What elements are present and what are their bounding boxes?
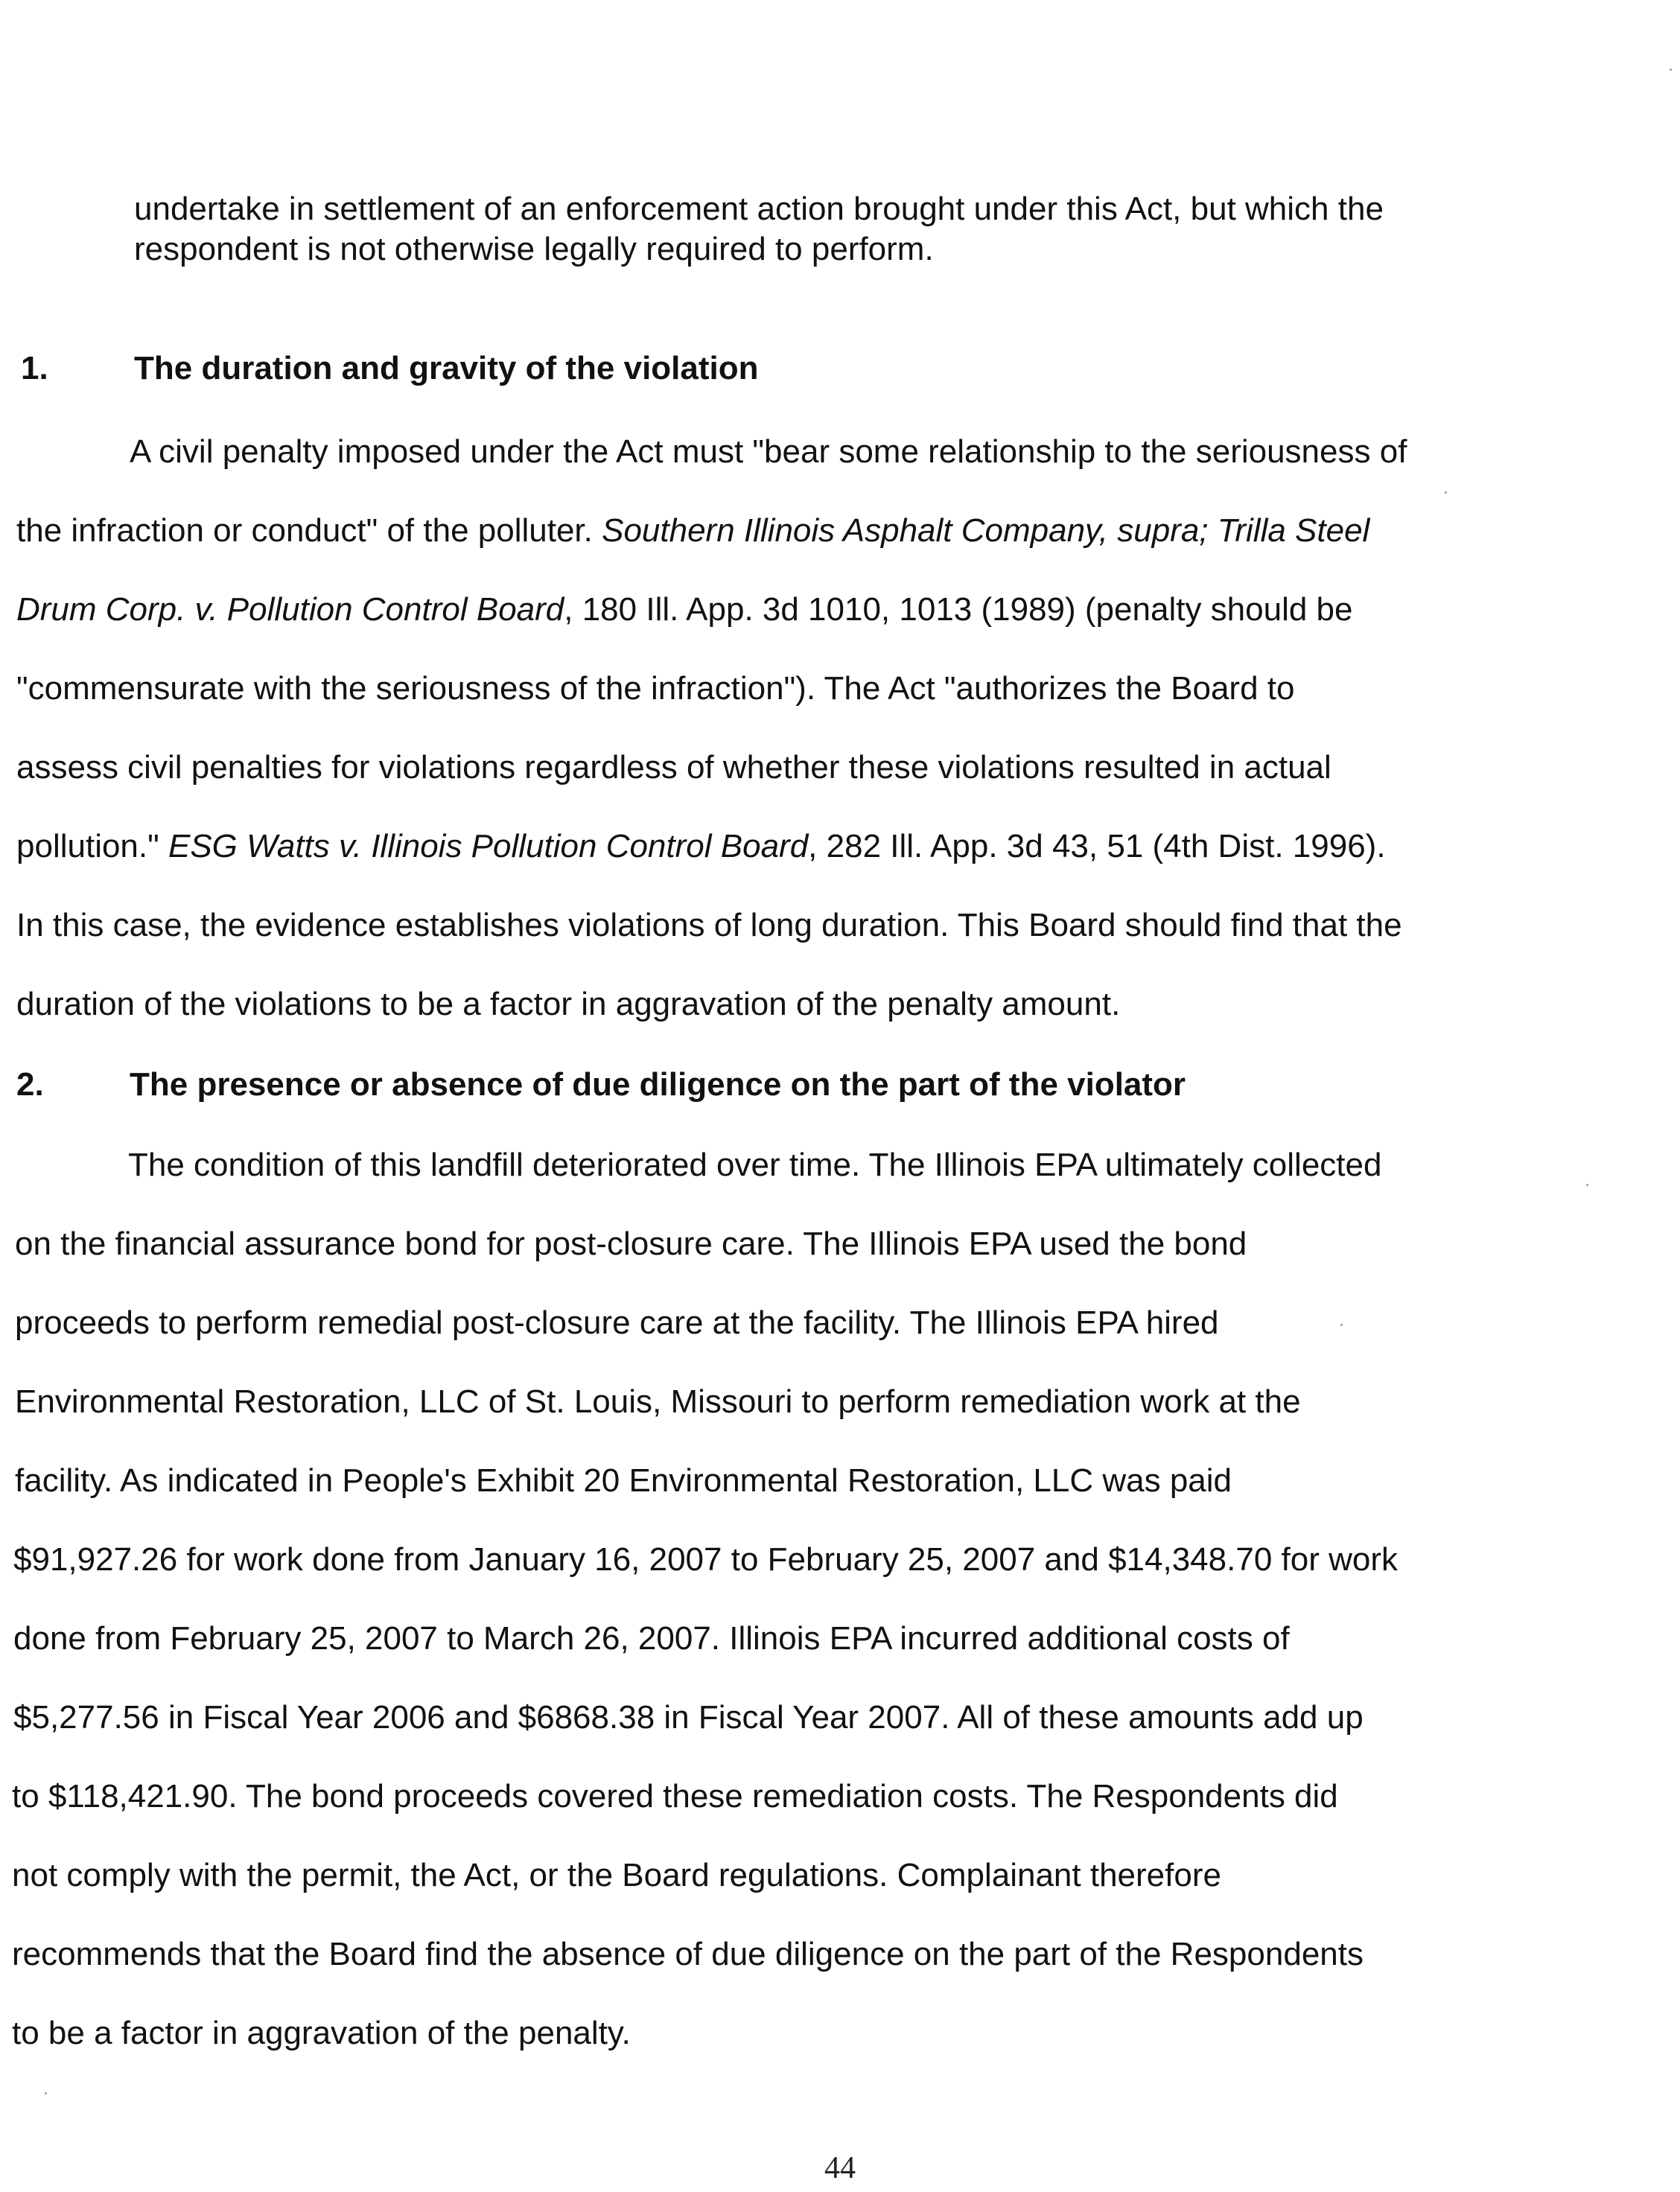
paragraph-line: $91,927.26 for work done from January 16, 2007 to February 25, 2007 and $14,348.70 for work [13, 1541, 1398, 1578]
paragraph-line: assess civil penalties for violations regardless of whether these violations resulted in actual [16, 749, 1331, 786]
text-run: the infraction or conduct" of the polluter. [16, 512, 602, 549]
paragraph-line: recommends that the Board find the absence of due diligence on the part of the Respondents [12, 1936, 1364, 1972]
scan-speck [45, 2092, 47, 2094]
paragraph-line: Environmental Restoration, LLC of St. Louis, Missouri to perform remediation work at the [15, 1383, 1301, 1420]
paragraph-line: duration of the violations to be a factor in aggravation of the penalty amount. [16, 986, 1121, 1022]
section-title: The presence or absence of due diligence on the part of the violator [130, 1066, 1186, 1103]
text-run: , 180 Ill. App. 3d 1010, 1013 (1989) (penalty should be [564, 591, 1353, 628]
paragraph-line [16, 591, 1353, 628]
scan-speck [1586, 1184, 1588, 1186]
paragraph-line: In this case, the evidence establishes violations of long duration. This Board should find that the [16, 907, 1402, 943]
scan-speck [1670, 68, 1672, 71]
scan-speck [1340, 1324, 1343, 1326]
paragraph-line: not comply with the permit, the Act, or the Board regulations. Complainant therefore [12, 1857, 1221, 1893]
paragraph-line [16, 512, 1369, 549]
citation: Southern Illinois Asphalt Company, supra; Trilla Steel [602, 512, 1370, 549]
section-heading [21, 350, 759, 387]
paragraph-line: done from February 25, 2007 to March 26, 2007. Illinois EPA incurred additional costs of [13, 1620, 1290, 1657]
paragraph-line: on the financial assurance bond for post-closure care. The Illinois EPA used the bond [15, 1226, 1247, 1262]
page-number: 44 [824, 2151, 856, 2185]
section-number: 1. [21, 350, 48, 386]
intro-line: undertake in settlement of an enforcement action brought under this Act, but which the [134, 191, 1384, 227]
intro-line: respondent is not otherwise legally required to perform. [134, 231, 934, 267]
text-run: pollution." [16, 828, 168, 864]
paragraph-line: to $118,421.90. The bond proceeds covered these remediation costs. The Respondents did [12, 1778, 1338, 1815]
citation: Drum Corp. v. Pollution Control Board [16, 591, 564, 628]
paragraph-line: "commensurate with the seriousness of the infraction"). The Act "authorizes the Board to [16, 670, 1295, 707]
paragraph-line: to be a factor in aggravation of the penalty. [12, 2015, 631, 2051]
paragraph-line: facility. As indicated in People's Exhibit 20 Environmental Restoration, LLC was paid [15, 1462, 1232, 1499]
text-run: , 282 Ill. App. 3d 43, 51 (4th Dist. 1996). [808, 828, 1386, 864]
section-heading [16, 1066, 1186, 1103]
paragraph-line: A civil penalty imposed under the Act must "bear some relationship to the seriousness of [130, 433, 1407, 470]
section-number: 2. [16, 1066, 44, 1103]
paragraph-line: proceeds to perform remedial post-closure care at the facility. The Illinois EPA hired [15, 1304, 1219, 1341]
section-title: The duration and gravity of the violation [134, 350, 759, 386]
paragraph-line [16, 828, 1386, 865]
paragraph-line: $5,277.56 in Fiscal Year 2006 and $6868.38 in Fiscal Year 2007. All of these amounts add up [13, 1699, 1364, 1736]
scan-speck [1445, 491, 1447, 494]
citation: ESG Watts v. Illinois Pollution Control Board [168, 828, 809, 864]
paragraph-line: The condition of this landfill deteriorated over time. The Illinois EPA ultimately collected [128, 1147, 1382, 1183]
